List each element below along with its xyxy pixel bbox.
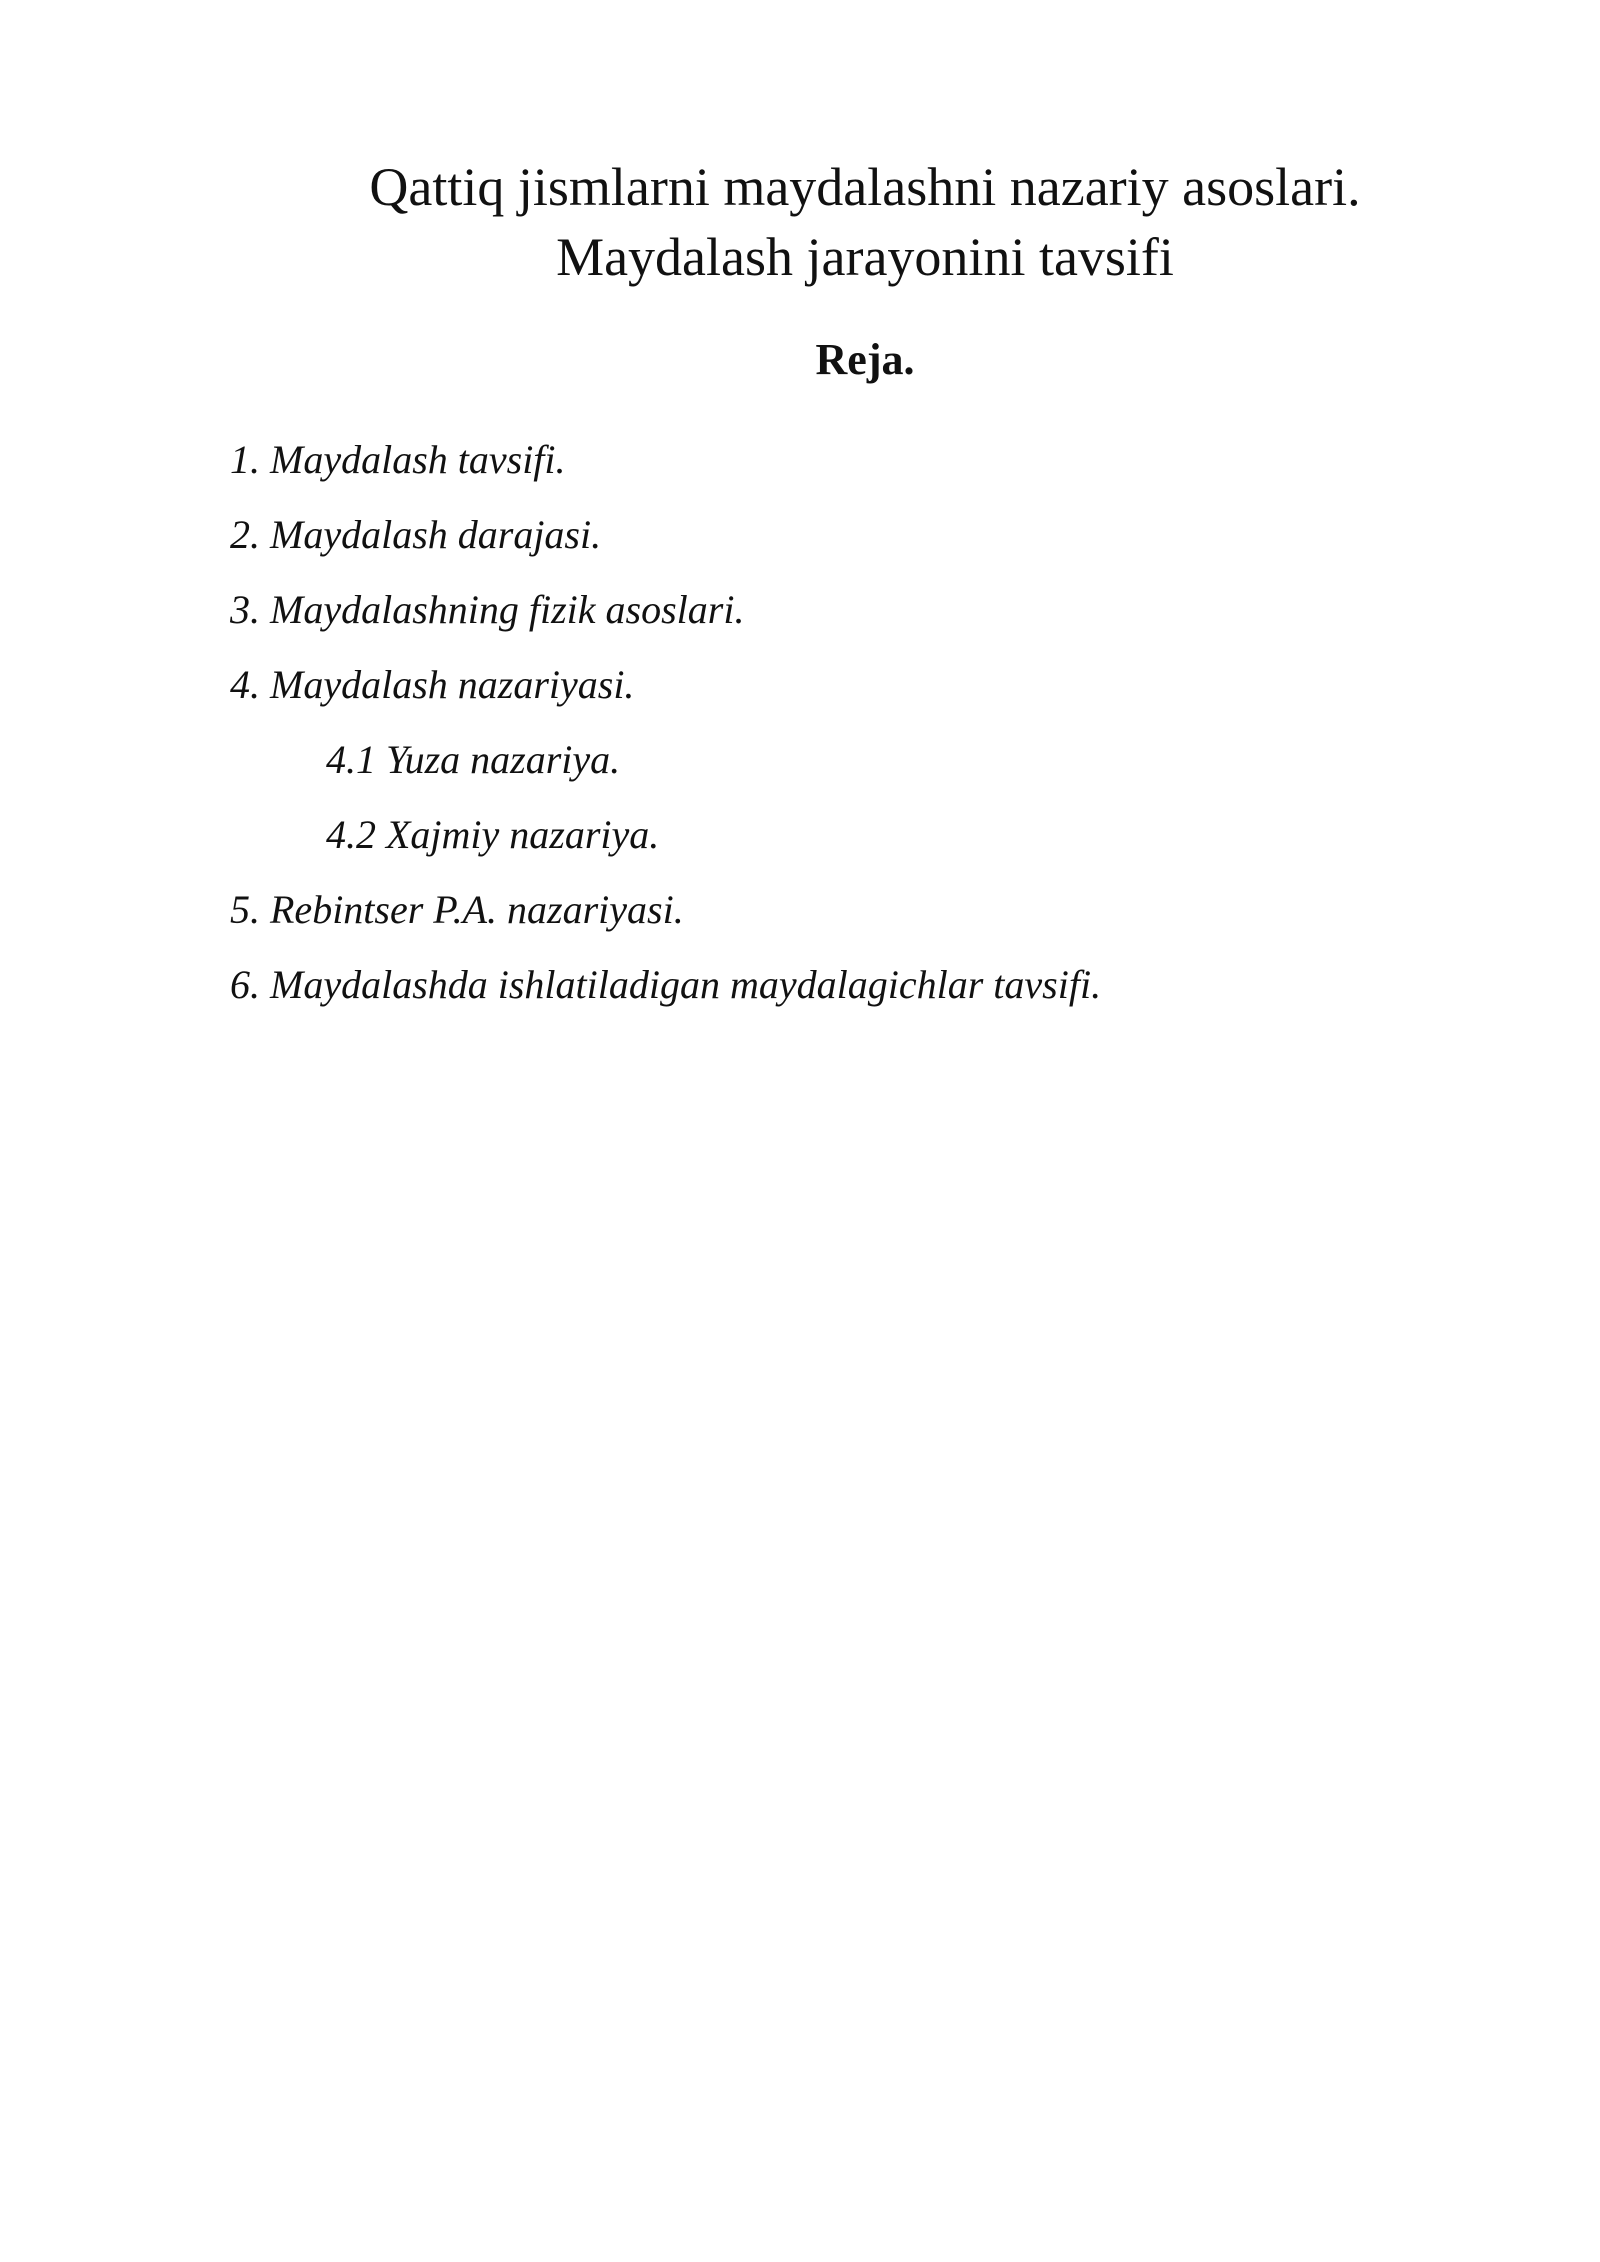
title-line-2: Maydalash jarayonini tavsifi xyxy=(556,227,1174,287)
plan-heading: Reja. xyxy=(815,335,915,384)
plan-item: 1. Maydalash tavsifi. xyxy=(230,437,566,482)
title-line-1: Qattiq jismlarni maydalashni nazariy asoslari. xyxy=(369,157,1361,217)
plan-subitem: 4.1 Yuza nazariya. xyxy=(326,737,621,782)
plan-subitem: 4.2 Xajmiy nazariya. xyxy=(326,812,660,857)
plan-item: 6. Maydalashda ishlatiladigan maydalagichlar tavsifi. xyxy=(230,962,1102,1007)
plan-item: 4. Maydalash nazariyasi. xyxy=(230,662,635,707)
document-title xyxy=(0,152,1600,292)
plan-item: 2. Maydalash darajasi. xyxy=(230,512,602,557)
plan-item: 3. Maydalashning fizik asoslari. xyxy=(230,587,745,632)
plan-list xyxy=(230,428,1101,1028)
plan-item: 5. Rebintser P.A. nazariyasi. xyxy=(230,887,684,932)
